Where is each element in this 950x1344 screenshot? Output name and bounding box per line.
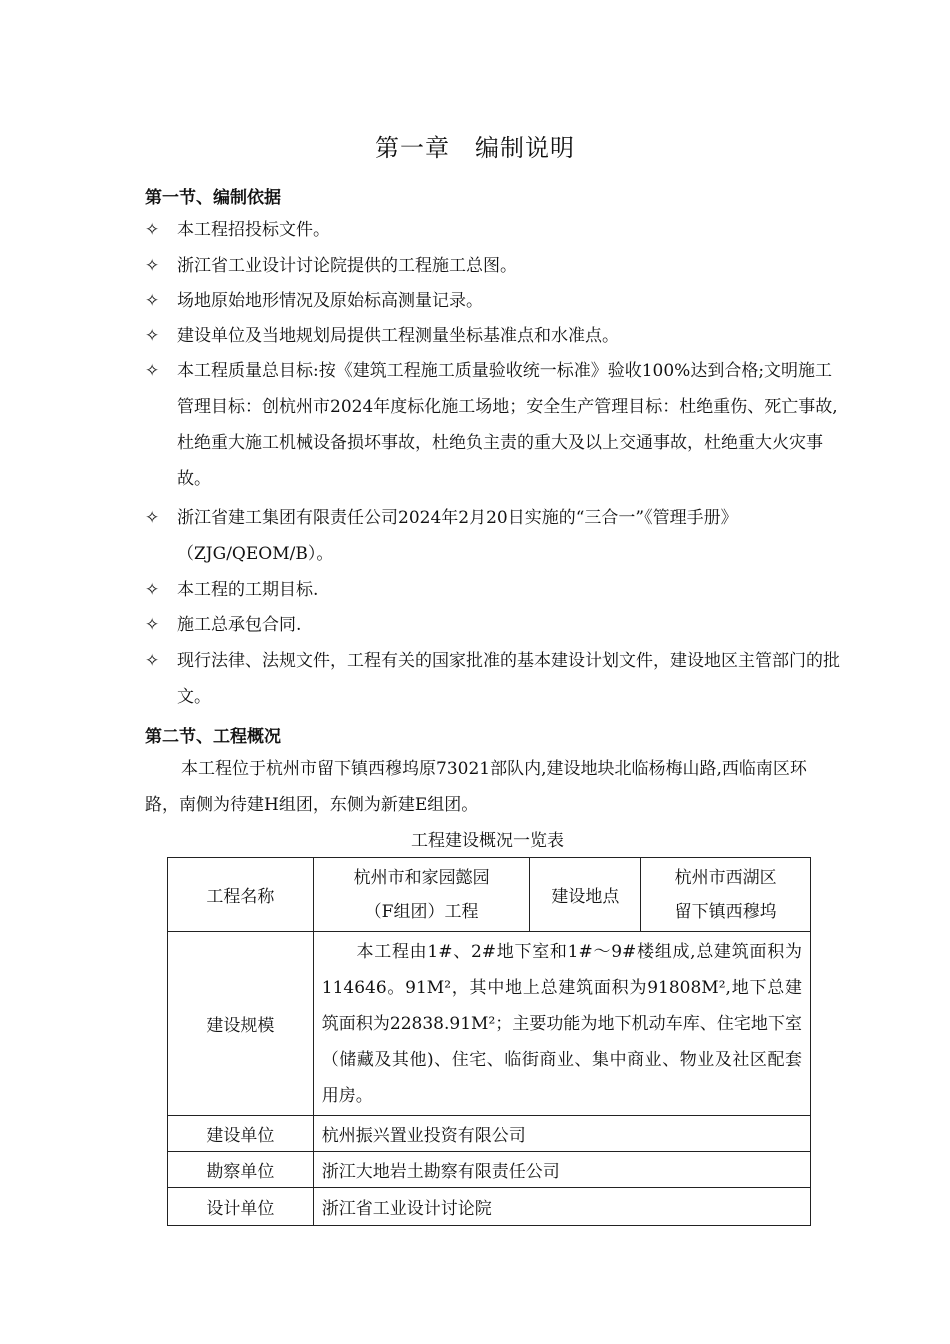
list-item: ✧ 本工程招投标文件。 bbox=[145, 212, 845, 248]
diamond-bullet-icon: ✧ bbox=[145, 220, 160, 240]
table-row bbox=[168, 932, 811, 1116]
list-item: ✧ 现行法律、法规文件，工程有关的国家批准的基本建设计划文件，建设地区主管部门的批文。 bbox=[145, 643, 845, 715]
owner-label: 建设单位 bbox=[168, 1116, 314, 1152]
project-name-value: 杭州市和家园懿园 （F组团）工程 bbox=[313, 858, 530, 932]
scale-value: 本工程由1#、2#地下室和1#～9#楼组成,总建筑面积为114646。91M²，其中地上总建筑面积为91808M²,地下总建筑面积为22838.91M²；主要功能为地下机动车库、住宅地下室（储藏及其他)、住宅、临街商业、集中商业、物业及社区配套用房。 bbox=[313, 932, 810, 1116]
diamond-bullet-icon: ✧ bbox=[145, 615, 160, 635]
diamond-bullet-icon: ✧ bbox=[145, 291, 160, 311]
list-item: ✧ 本工程的工期目标. bbox=[145, 572, 845, 608]
list-item: ✧ 建设单位及当地规划局提供工程测量坐标基准点和水准点。 bbox=[145, 318, 845, 354]
diamond-bullet-icon: ✧ bbox=[145, 508, 160, 528]
location-value: 杭州市西湖区 留下镇西穆坞 bbox=[641, 858, 811, 932]
section-heading-overview: 第二节、工程概况 bbox=[145, 727, 281, 747]
table-row bbox=[168, 1116, 811, 1152]
diamond-bullet-icon: ✧ bbox=[145, 256, 160, 276]
section-heading-basis: 第一节、编制依据 bbox=[145, 188, 281, 208]
table-row bbox=[168, 1188, 811, 1226]
scale-label: 建设规模 bbox=[168, 932, 314, 1116]
project-overview-table bbox=[167, 857, 811, 1226]
list-item: ✧ 浙江省工业设计讨论院提供的工程施工总图。 bbox=[145, 248, 845, 284]
table-row bbox=[168, 858, 811, 932]
survey-label: 勘察单位 bbox=[168, 1152, 314, 1188]
survey-value: 浙江大地岩土勘察有限责任公司 bbox=[313, 1152, 810, 1188]
table-caption: 工程建设概况一览表 bbox=[411, 831, 564, 851]
list-item: ✧ 浙江省建工集团有限责任公司2024年2月20日实施的“三合一”《管理手册》（ZJG/QEOM/B）。 bbox=[145, 500, 845, 572]
list-item: ✧ 施工总承包合同. bbox=[145, 607, 845, 643]
table-row bbox=[168, 1152, 811, 1188]
diamond-bullet-icon: ✧ bbox=[145, 580, 160, 600]
project-name-label: 工程名称 bbox=[168, 858, 314, 932]
design-value: 浙江省工业设计讨论院 bbox=[313, 1188, 810, 1226]
list-item: ✧ 本工程质量总目标:按《建筑工程施工质量验收统一标准》验收100%达到合格;文明施工管理目标：创杭州市2024年度标化施工场地；安全生产管理目标：杜绝重伤、死亡事故,杜绝重大施工机械设备损坏事故，杜绝负主责的重大及以上交通事故，杜绝重大火灾事故。 bbox=[145, 353, 845, 497]
design-label: 设计单位 bbox=[168, 1188, 314, 1226]
location-label: 建设地点 bbox=[530, 858, 641, 932]
diamond-bullet-icon: ✧ bbox=[145, 326, 160, 346]
owner-value: 杭州振兴置业投资有限公司 bbox=[313, 1116, 810, 1152]
list-item: ✧ 场地原始地形情况及原始标高测量记录。 bbox=[145, 283, 845, 319]
diamond-bullet-icon: ✧ bbox=[145, 361, 160, 381]
chapter-title: 第一章 编制说明 bbox=[375, 134, 575, 162]
overview-paragraph: 本工程位于杭州市留下镇西穆坞原73021部队内,建设地块北临杨梅山路,西临南区环路，南侧为待建H组团，东侧为新建E组团。 bbox=[145, 759, 807, 815]
diamond-bullet-icon: ✧ bbox=[145, 651, 160, 671]
